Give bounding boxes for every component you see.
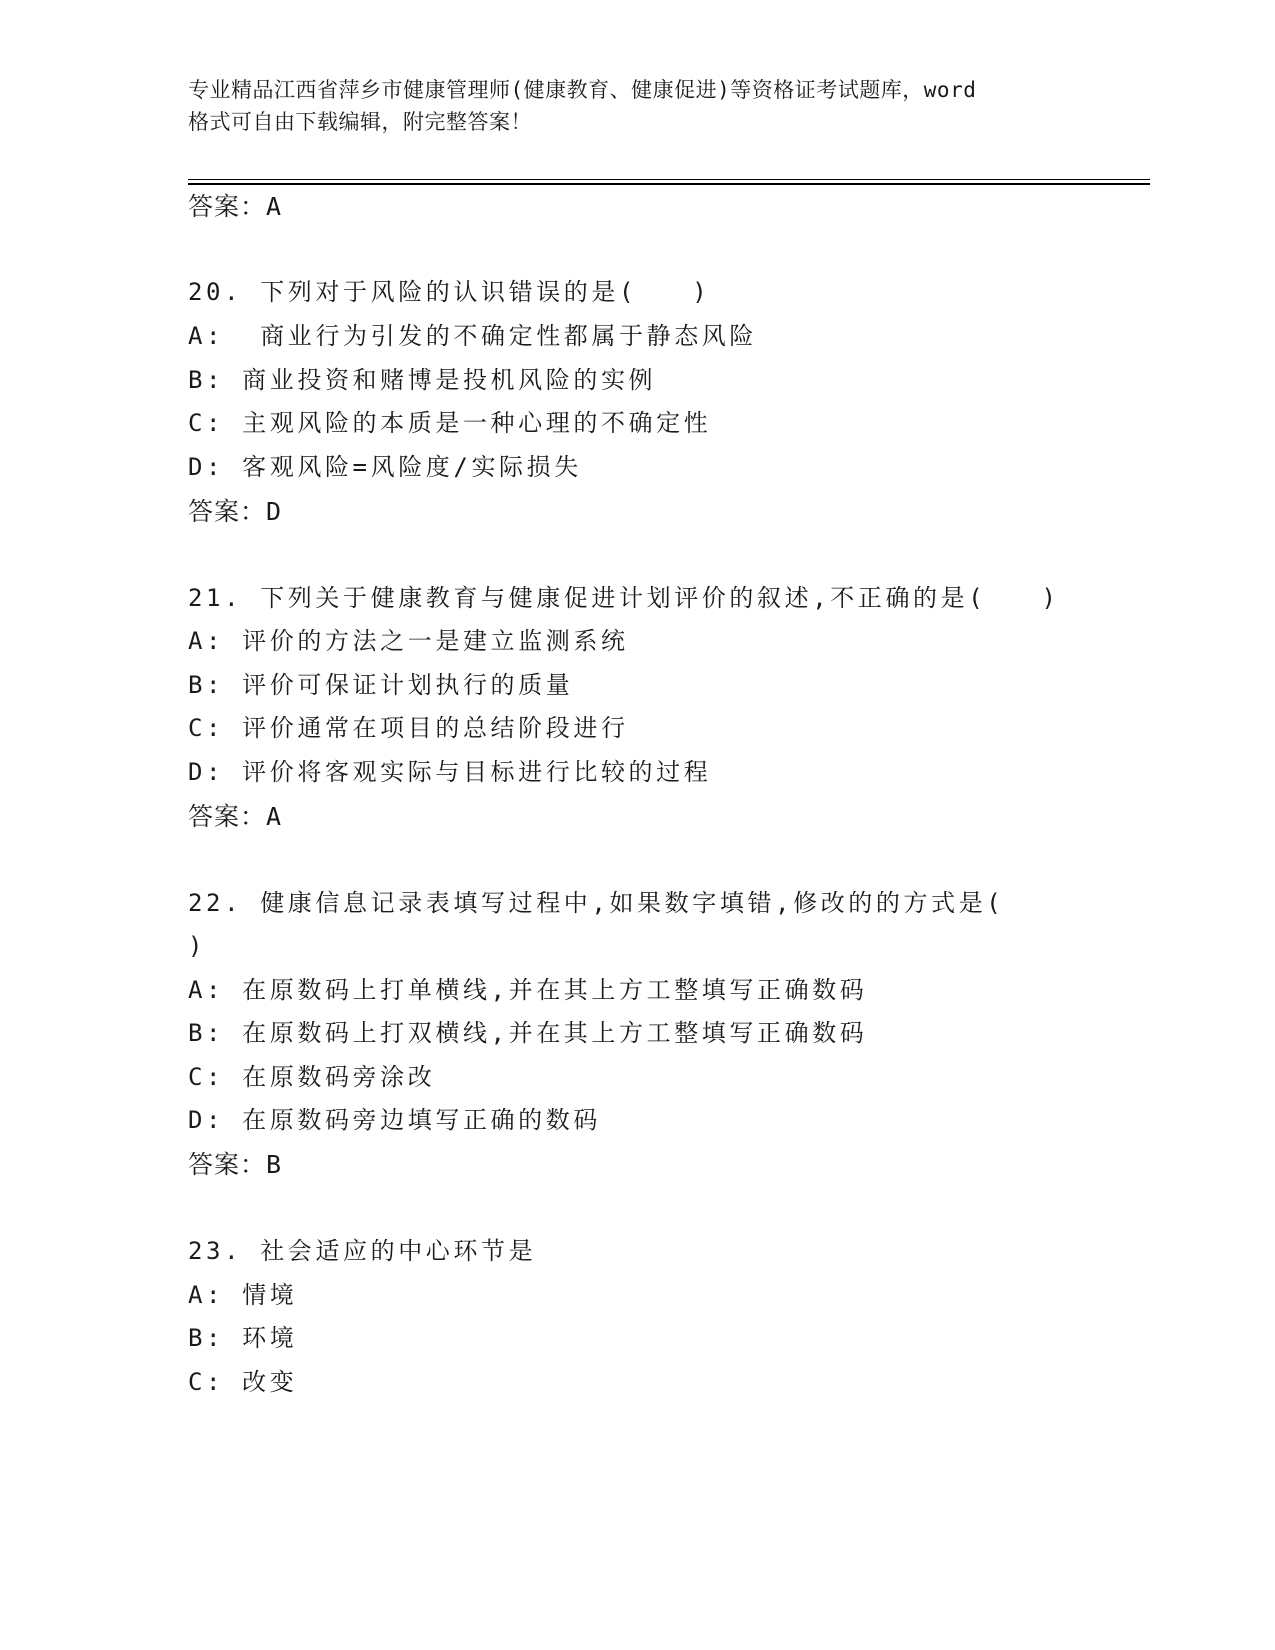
question-23-option-b: B: 环境 <box>188 1324 298 1352</box>
question-22-answer <box>188 1149 282 1181</box>
question-22-option-b: B: 在原数码上打双横线,并在其上方工整填写正确数码 <box>188 1019 868 1047</box>
question-22-option-d: D: 在原数码旁边填写正确的数码 <box>188 1106 601 1134</box>
question-23-option-a: A: 情境 <box>188 1281 298 1309</box>
header-line-1: 专业精品江西省萍乡市健康管理师(健康教育、健康促进)等资格证考试题库，word <box>188 78 977 102</box>
header-divider-thick <box>188 183 1150 185</box>
answer-value: B <box>266 1150 283 1179</box>
question-23-option-c: C: 改变 <box>188 1368 298 1396</box>
question-20-option-d: D: 客观风险=风险度/实际损失 <box>188 453 582 481</box>
question-21-answer <box>188 801 282 833</box>
question-23-stem: 23. 社会适应的中心环节是 <box>188 1237 537 1265</box>
answer-label: 答案： <box>188 1150 267 1179</box>
answer-value: A <box>266 192 283 221</box>
answer-label: 答案： <box>188 192 267 221</box>
question-20-answer <box>188 496 282 528</box>
previous-answer <box>188 191 282 223</box>
answer-value: A <box>266 802 283 831</box>
question-22-stem: 22. 健康信息记录表填写过程中,如果数字填错,修改的的方式是( <box>188 889 1005 917</box>
answer-label: 答案： <box>188 497 267 526</box>
question-22-option-a: A: 在原数码上打单横线,并在其上方工整填写正确数码 <box>188 976 868 1004</box>
question-22-option-c: C: 在原数码旁涂改 <box>188 1063 436 1091</box>
question-20-stem: 20. 下列对于风险的认识错误的是( ) <box>188 278 711 306</box>
question-20-option-c: C: 主观风险的本质是一种心理的不确定性 <box>188 409 712 437</box>
question-22-stem-continued: ) <box>188 932 207 960</box>
answer-label: 答案： <box>188 802 267 831</box>
header-line-2: 格式可自由下载编辑，附完整答案！ <box>188 110 532 134</box>
question-21-option-a: A: 评价的方法之一是建立监测系统 <box>188 627 629 655</box>
question-21-option-d: D: 评价将客观实际与目标进行比较的过程 <box>188 758 712 786</box>
question-20-option-b: B: 商业投资和赌博是投机风险的实例 <box>188 366 657 394</box>
question-21-option-b: B: 评价可保证计划执行的质量 <box>188 671 574 699</box>
question-21-stem: 21. 下列关于健康教育与健康促进计划评价的叙述,不正确的是( ) <box>188 584 1060 612</box>
header-divider-thin <box>188 179 1150 180</box>
question-21-option-c: C: 评价通常在项目的总结阶段进行 <box>188 714 629 742</box>
question-20-option-a: A: 商业行为引发的不确定性都属于静态风险 <box>188 322 757 350</box>
answer-value: D <box>266 497 283 526</box>
document-header <box>188 74 1088 138</box>
